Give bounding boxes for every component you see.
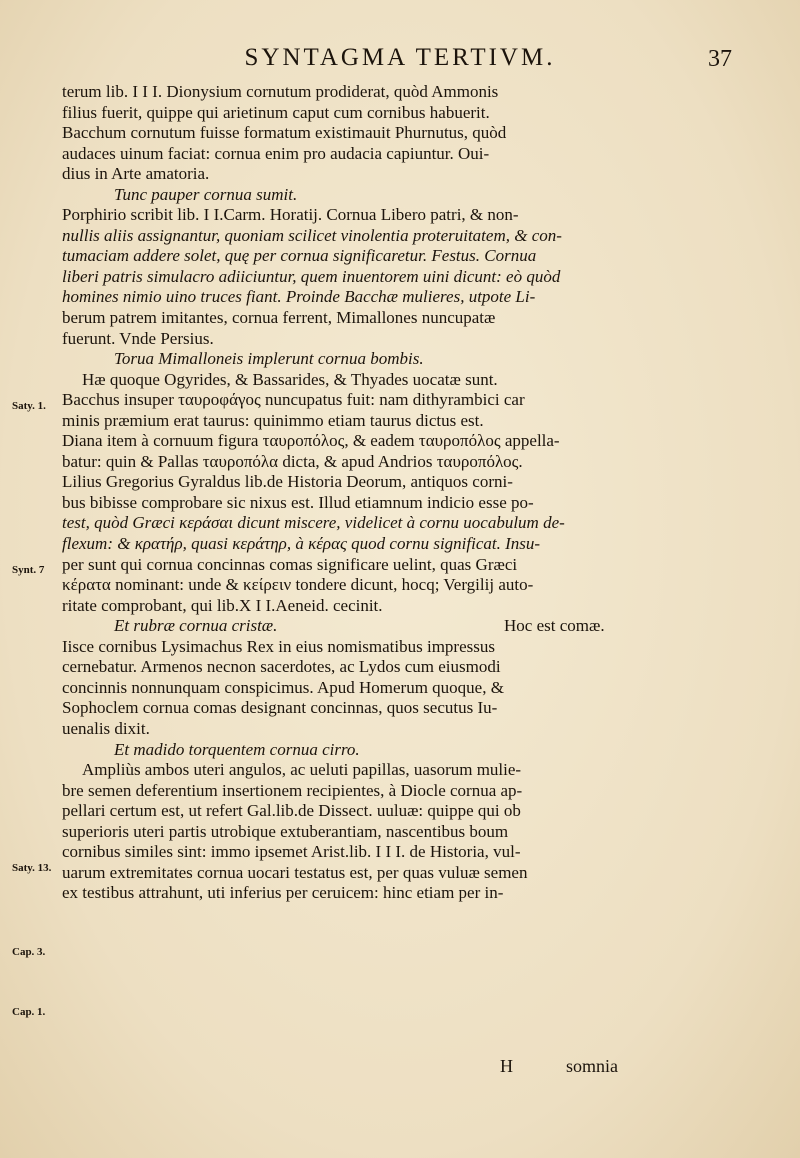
- text-line: berum patrem imitantes, cornua ferrent, Mimallones nuncupatæ: [62, 308, 496, 328]
- text-line: Sophoclem cornua comas designant concinnas, quos secutus Iu-: [62, 698, 498, 718]
- text-line: tumaciam addere solet, quę per cornua significaretur. Festus. Cornua: [62, 246, 537, 266]
- text-line: concinnis nonnunquam conspicimus. Apud Homerum quoque, &: [62, 677, 504, 697]
- margin-note: Saty. 13.: [12, 862, 52, 874]
- text-line: nullis aliis assignantur, quoniam scilicet vinolentia proteruitatem, & con-: [62, 225, 562, 245]
- margin-note: Cap. 1.: [12, 1006, 46, 1018]
- text-line: Hæ quoque Ogyrides, & Bassarides, & Thyades uocatæ sunt.: [82, 369, 498, 389]
- catchword: somnia: [566, 1056, 618, 1076]
- text-line: terum lib. I I I. Dionysium cornutum prodiderat, quòd Ammonis: [62, 82, 499, 101]
- text-line: dius in Arte amatoria.: [62, 164, 210, 184]
- verse-quote: Et madido torquentem cornua cirro.: [114, 739, 360, 759]
- text-line: κέρατα nominant: unde & κείρειν tondere dicunt, hocq; Vergilij auto-: [62, 575, 534, 595]
- text-line: uarum extremitates cornua uocari testatus est, per quas vuluæ semen: [62, 862, 528, 882]
- text-line: flexum: & κρατήρ, quasi κεράτηρ, à κέρας quod cornu significat. Insu-: [62, 534, 541, 554]
- margin-note: Saty. 1.: [12, 400, 46, 412]
- text-line: Ampliùs ambos uteri angulos, ac ueluti papillas, uasorum mulie-: [82, 760, 522, 780]
- text-line: fuerunt. Vnde Persius.: [62, 328, 214, 348]
- text-line: Bacchus insuper ταυροφάγος nuncupatus fuit: nam dithyrambici car: [62, 390, 525, 410]
- running-head: SYNTAGMA TERTIVM.: [244, 44, 556, 71]
- text-line: audaces uinum faciat: cornua enim pro audacia capiuntur. Oui-: [62, 143, 490, 163]
- text-line: filius fuerit, quippe qui arietinum caput cum cornibus habuerit.: [62, 102, 490, 122]
- text-line: minis præmium erat taurus: quinimmo etiam taurus dictus est.: [62, 410, 484, 430]
- page-number: 37: [708, 46, 732, 72]
- text-line: Bacchum cornutum fuisse formatum existimauit Phurnutus, quòd: [62, 123, 507, 143]
- text-line: cernebatur. Armenos necnon sacerdotes, ac Lydos cum eiusmodi: [62, 657, 501, 677]
- text-line: bus bibisse comprobare sic nixus est. Illud etiamnum indicio esse po-: [62, 492, 534, 512]
- text-line: batur: quin & Pallas ταυροπόλα dicta, & apud Andrios ταυροπόλος.: [62, 451, 523, 471]
- inline-note: Hoc est comæ.: [504, 616, 605, 636]
- text-line: bre semen deferentium insertionem recipientes, à Diocle cornua ap-: [62, 780, 523, 800]
- margin-note: Synt. 7: [12, 564, 45, 576]
- text-line: Porphirio scribit lib. I I.Carm. Horatij. Cornua Libero patri, & non-: [62, 205, 519, 225]
- verse-line-with-note: [62, 616, 686, 637]
- text-line: Lilius Gregorius Gyraldus lib.de Historia Deorum, antiquos corni-: [62, 472, 513, 492]
- text-line: Diana item à cornuum figura ταυροπόλος, & eadem ταυροπόλος appella-: [62, 431, 560, 451]
- text-line: homines nimio uino truces fiant. Proinde Bacchæ mulieres, utpote Li-: [62, 287, 536, 307]
- text-line: test, quòd Græci κεράσαι dicunt miscere, videlicet à cornu uocabulum de-: [62, 513, 565, 533]
- text-line: liberi patris simulacro adiiciuntur, quem inuentorem uini dicunt: eò quòd: [62, 266, 561, 286]
- text-line: ex testibus attrahunt, uti inferius per ceruicem: hinc etiam per in-: [62, 883, 504, 903]
- text-line: per sunt qui cornua concinnas comas significare uelint, quas Græci: [62, 554, 518, 574]
- text-line: cornibus similes sint: immo ipsemet Arist.lib. I I I. de Historia, vul-: [62, 842, 521, 862]
- text-line: Iisce cornibus Lysimachus Rex in eius nomismatibus impressus: [62, 636, 495, 656]
- text-line: pellari certum est, ut refert Gal.lib.de Dissect. uuluæ: quippe qui ob: [62, 801, 521, 821]
- verse-quote: Et rubræ cornua cristæ.: [114, 616, 278, 636]
- verse-quote: Tunc pauper cornua sumit.: [114, 184, 298, 204]
- signature-mark: H: [500, 1056, 513, 1076]
- margin-note: Cap. 3.: [12, 946, 46, 958]
- body-text: [62, 82, 686, 904]
- verse-quote: Torua Mimalloneis implerunt cornua bombis.: [114, 349, 424, 369]
- text-line: ritate comprobant, qui lib.X I I.Aeneid. cecinit.: [62, 595, 383, 615]
- text-line: superioris uteri partis utrobique extuberantiam, nascentibus boum: [62, 821, 509, 841]
- text-line: uenalis dixit.: [62, 718, 150, 738]
